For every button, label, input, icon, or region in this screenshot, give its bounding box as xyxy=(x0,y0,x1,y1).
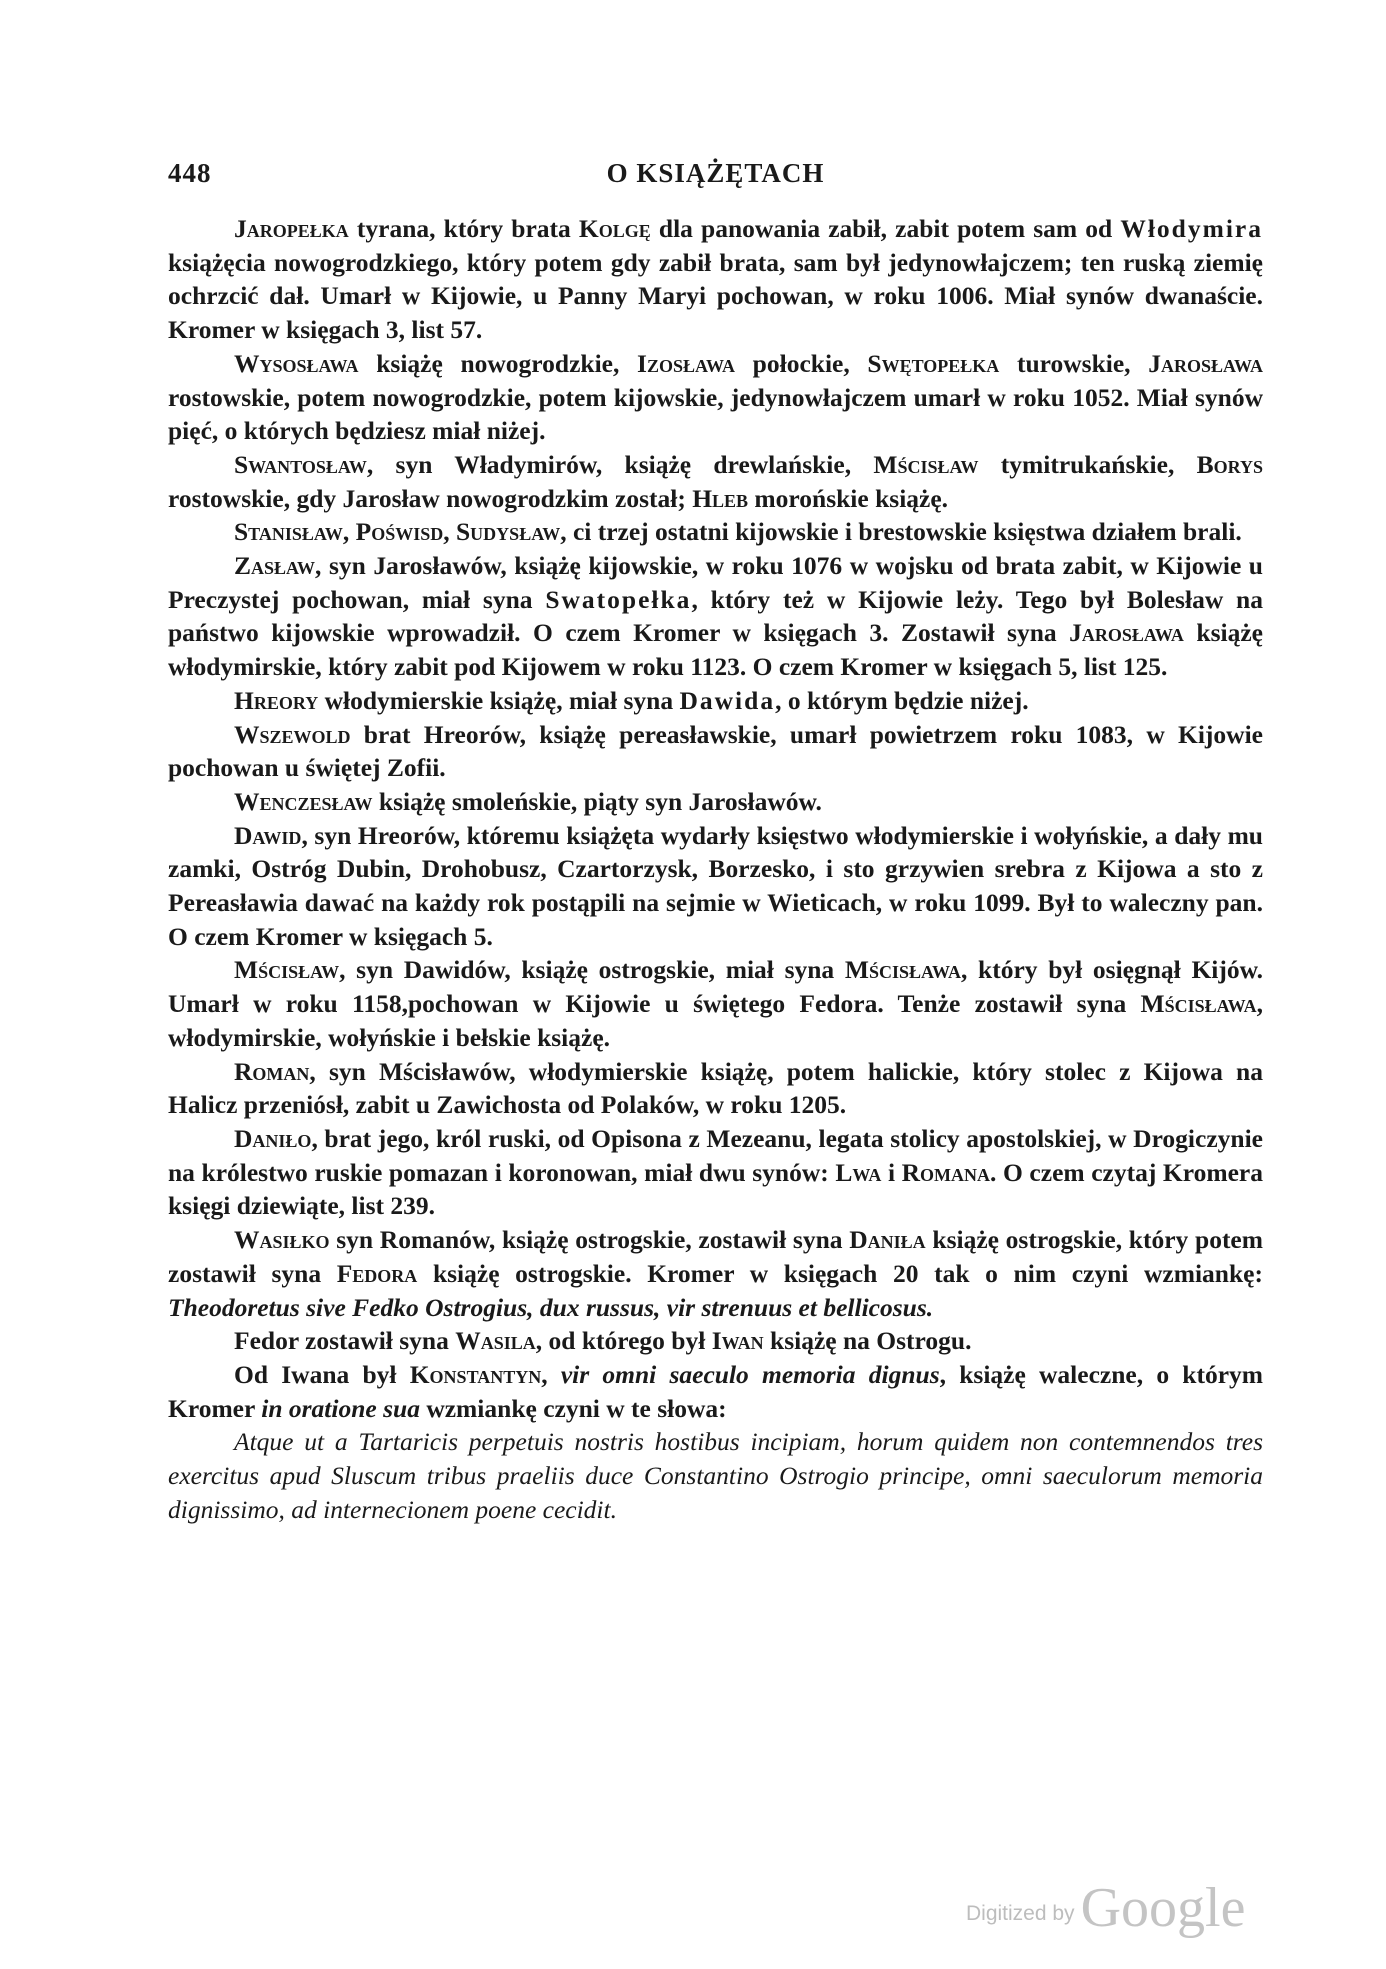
text-run: książę ostrogskie, który potem zostawił syna xyxy=(168,1225,1263,1288)
text-run: połockie, xyxy=(735,348,868,378)
text-run: książę na Ostrogu. xyxy=(763,1326,972,1356)
text-run: syn Romanów, książę ostrogskie, zostawił syna xyxy=(329,1225,850,1255)
text-run: książęcia nowogrodzkiego, który potem gdy zabił brata, sam był jedynowłajczem; ten ruską ziemię ochrzcić dał. Umarł w Kijowie, u Panny Maryi pochowan, w roku 1006. Miał synów dwanaście. Kromer w księgach 3, list 57. xyxy=(168,247,1263,345)
digitized-by-google-watermark xyxy=(966,1876,1245,1940)
paragraph-16-latin-quote xyxy=(168,1425,1263,1526)
name-smallcaps: Konstantyn xyxy=(409,1359,542,1389)
name-smallcaps: Wasiłko xyxy=(234,1225,330,1255)
name-smallcaps: Sudysław xyxy=(456,517,561,547)
name-smallcaps: Swantosław xyxy=(234,449,367,479)
body-text xyxy=(168,212,1263,1526)
name-smallcaps: Borys xyxy=(1196,449,1263,479)
text-run: rostowskie, potem nowogrodzkie, potem kijowskie, jedynowłajczem umarł w roku 1052. Miał synów pięć, o których będziesz miał niżej. xyxy=(168,382,1263,446)
text-run: , włodymirskie, wołyńskie i bełskie książę. xyxy=(168,989,1263,1052)
text-run: , syn Hreorów, któremu książęta wydarły księstwo włodymierskie i wołyńskie, a dały mu zamki, Ostróg Dubin, Drohobusz, Czartorzysk, Borzesko, i sto grzywien srebra z Kijowa a sto z Pereasławia dawać na każdy rok postąpili na sejmie w Wieticach, w roku 1099. Był to waleczny pan. O czem Kromer w księgach 5. xyxy=(168,820,1263,951)
name-smallcaps: Hleb xyxy=(692,483,749,513)
text-run: , który był osięgnął Kijów. Umarł w roku 1158,pochowan w Kijowie u świętego Fedora. Tenże zostawił syna xyxy=(168,955,1263,1019)
paragraph-14 xyxy=(168,1324,1263,1358)
latin-italic: vir omni saeculo memoria dignus xyxy=(560,1359,940,1389)
name-smallcaps: Mścisław xyxy=(234,955,340,985)
paragraph-8 xyxy=(168,785,1263,819)
name-smallcaps: Hreory xyxy=(234,685,319,715)
paragraph-1 xyxy=(168,212,1263,347)
text-run: , xyxy=(342,517,356,547)
text-run: książę smoleńskie, piąty syn Jarosławów. xyxy=(372,786,822,816)
text-run: , książę waleczne, o którym Kromer xyxy=(168,1359,1264,1423)
paragraph-5 xyxy=(168,549,1263,684)
name-smallcaps: Romana xyxy=(901,1157,991,1187)
paragraph-15 xyxy=(168,1358,1263,1425)
latin-italic: Theodoretus sive Fedko Ostrogius, dux russus, vir strenuus et bellicosus. xyxy=(168,1292,934,1322)
text-run: , syn Jarosławów, książę kijowskie, w roku 1076 w wojsku od brata zabit, w Kijowie u Preczystej pochowan, miał syna xyxy=(168,551,1263,614)
name-spaced: Włodymira xyxy=(1120,214,1264,243)
name-smallcaps: Mścisława xyxy=(844,955,961,985)
google-logo: Google xyxy=(1080,1877,1246,1939)
name-smallcaps: Mścisława xyxy=(1140,989,1257,1019)
paragraph-4 xyxy=(168,515,1263,549)
paragraph-9 xyxy=(168,819,1263,954)
page-header xyxy=(168,158,1263,198)
name-smallcaps: Jarosława xyxy=(1069,618,1184,648)
name-smallcaps: Daniło xyxy=(234,1123,312,1153)
text-run: włodymierskie książę, miał syna xyxy=(318,685,680,715)
text-run: , który też w Kijowie leży. Tego był Bolesław na państwo kijowskie wprowadził. O czem Kromer w księgach 3. Zostawił syna xyxy=(168,584,1263,648)
name-smallcaps: Lwa xyxy=(835,1157,882,1187)
text-run: książę ostrogskie. Kromer w księgach 20 tak o nim czyni wzmiankę: xyxy=(417,1258,1263,1288)
name-smallcaps: Mścisław xyxy=(873,449,979,479)
text-run: Od Iwana był xyxy=(234,1359,410,1389)
text-run: . O czem czytaj Kromera księgi dziewiąte, list 239. xyxy=(168,1157,1263,1221)
text-run: , brat jego, król ruski, od Opisona z Mezeanu, legata stolicy apostolskiej, w Drogiczynie na królestwo ruskie pomazan i koronowan, miał dwu synów: xyxy=(168,1123,1263,1187)
text-run: brat Hreorów, książę pereasławskie, umarł powietrzem roku 1083, w Kijowie pochowan u świętej Zofii. xyxy=(168,719,1263,783)
text-run: książę włodymirskie, który zabit pod Kijowem w roku 1123. O czem Kromer w księgach 5, list 125. xyxy=(168,618,1264,682)
latin-italic: Atque ut a Tartaricis perpetuis nostris hostibus incipiam, horum quidem non contemnendos tres exercitus apud Sluscum tribus praeliis duce Constantino Ostrogio principe, omni saeculorum memoria dignissimo, ad internecionem poene cecidit. xyxy=(168,1427,1263,1524)
latin-italic: in oratione sua xyxy=(261,1393,420,1423)
name-smallcaps: Kolgę xyxy=(578,214,651,243)
name-spaced: Swatopełka xyxy=(545,584,692,614)
paragraph-6 xyxy=(168,684,1263,718)
name-smallcaps: Stanisław xyxy=(234,517,343,547)
name-smallcaps: Roman xyxy=(234,1056,310,1086)
name-smallcaps: Izosława xyxy=(637,348,736,378)
page-number: 448 xyxy=(168,158,212,188)
name-smallcaps: Poświsd xyxy=(355,517,444,547)
name-smallcaps: Fedora xyxy=(336,1258,418,1288)
text-run: wzmiankę czyni w te słowa: xyxy=(419,1393,727,1423)
name-smallcaps: Jarosława xyxy=(1148,348,1263,378)
text-run: , ci trzej ostatni kijowskie i brestowskie księstwa działem brali. xyxy=(560,517,1242,547)
running-title: O KSIĄŻĘTACH xyxy=(606,158,825,188)
text-run: morońskie książę. xyxy=(748,483,949,513)
text-run: dla panowania zabił, zabit potem sam od xyxy=(650,214,1121,243)
name-smallcaps: Iwan xyxy=(711,1326,764,1356)
paragraph-11 xyxy=(168,1055,1263,1122)
paragraph-10 xyxy=(168,953,1263,1054)
digitized-by-label: Digitized by xyxy=(966,1902,1075,1925)
paragraph-3 xyxy=(168,448,1263,515)
paragraph-12 xyxy=(168,1122,1263,1223)
text-run: rostowskie, gdy Jarosław nowogrodzkim został; xyxy=(168,483,693,513)
name-smallcaps: Wszewold xyxy=(234,719,351,749)
name-spaced: Dawida xyxy=(679,685,776,715)
text-run: , o którym będzie niżej. xyxy=(775,685,1029,715)
name-smallcaps: Wasila xyxy=(455,1326,536,1356)
name-smallcaps: Wysosława xyxy=(234,348,359,378)
name-smallcaps: Dawid xyxy=(234,820,302,850)
name-smallcaps: Zasław xyxy=(234,551,316,581)
name-smallcaps: Daniła xyxy=(849,1225,926,1255)
text-run: , xyxy=(443,517,456,547)
text-run: książę nowogrodzkie, xyxy=(358,348,638,378)
name-smallcaps: Swętopełka xyxy=(867,348,1000,378)
paragraph-2 xyxy=(168,347,1263,448)
name-smallcaps: Wenczesław xyxy=(234,786,373,816)
paragraph-7 xyxy=(168,718,1263,785)
text-run: turowskie, xyxy=(999,348,1149,378)
text-run: , xyxy=(541,1359,561,1389)
text-run: tyrana, który brata xyxy=(348,214,579,243)
paragraph-13 xyxy=(168,1223,1263,1324)
text-run: , syn Mścisławów, włodymierskie książę, potem halickie, który stolec z Kijowa na Halicz przeniósł, zabit u Zawichosta od Polaków, w roku 1205. xyxy=(168,1056,1263,1120)
text-run: , od którego był xyxy=(535,1326,712,1356)
text-run: Fedor zostawił syna xyxy=(234,1326,456,1356)
text-run: tymitrukańskie, xyxy=(978,449,1197,479)
text-run: , syn Władymirów, książę drewlańskie, xyxy=(366,449,874,479)
text-run: i xyxy=(881,1157,902,1187)
text-run: , syn Dawidów, książę ostrogskie, miał syna xyxy=(339,955,845,985)
name-smallcaps: Jaropełka xyxy=(234,214,349,243)
